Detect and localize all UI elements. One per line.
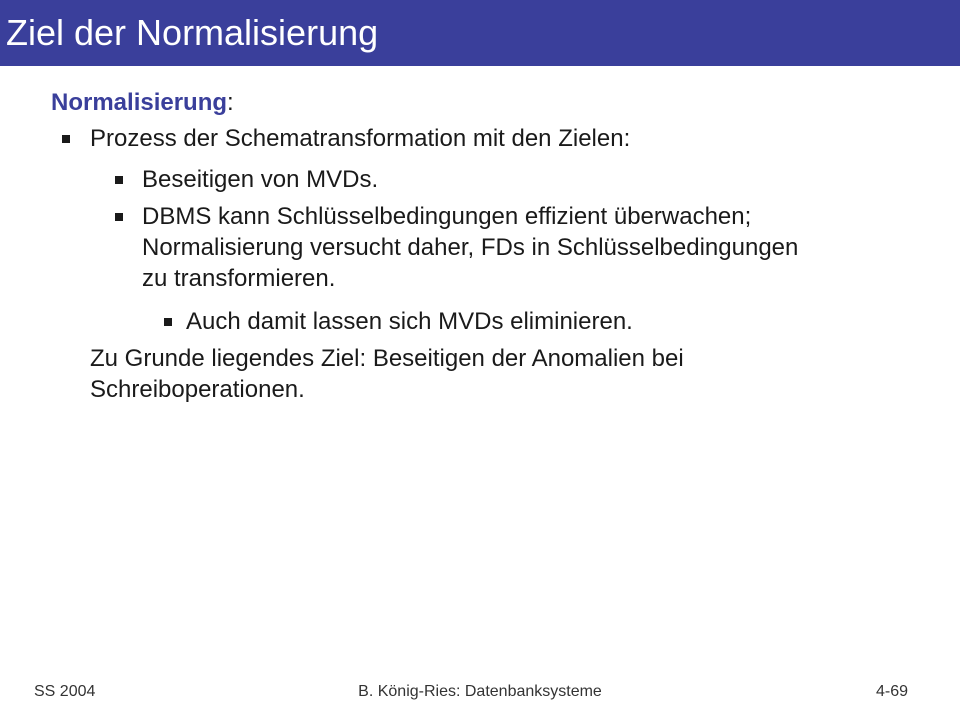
- section-heading: [51, 88, 234, 118]
- bullet-level-1: Prozess der Schematransformation mit den Zielen:: [90, 125, 631, 152]
- heading-colon: :: [227, 89, 234, 116]
- bullet-square-icon: [115, 213, 123, 221]
- bullet-level-2-continuation: zu transformieren.: [142, 265, 336, 292]
- conclusion-text: Zu Grunde liegendes Ziel: Beseitigen der Anomalien bei: [90, 345, 684, 372]
- bullet-square-icon: [62, 135, 70, 143]
- footer-author-course: B. König-Ries: Datenbanksysteme: [358, 683, 602, 700]
- bullet-level-2: Beseitigen von MVDs.: [142, 166, 379, 193]
- heading-term: Normalisierung: [51, 89, 228, 116]
- bullet-square-icon: [164, 318, 172, 326]
- bullet-level-2: DBMS kann Schlüsselbedingungen effizient überwachen;: [142, 203, 752, 230]
- bullet-level-3: Auch damit lassen sich MVDs eliminieren.: [186, 308, 633, 335]
- bullet-square-icon: [115, 176, 123, 184]
- bullet-level-2-continuation: Normalisierung versucht daher, FDs in Schlüsselbedingungen: [142, 234, 799, 261]
- footer-semester: SS 2004: [34, 683, 96, 700]
- footer-page-number: 4-69: [875, 683, 908, 700]
- slide-title: Ziel der Normalisierung: [6, 12, 379, 53]
- conclusion-text: Schreiboperationen.: [90, 376, 305, 403]
